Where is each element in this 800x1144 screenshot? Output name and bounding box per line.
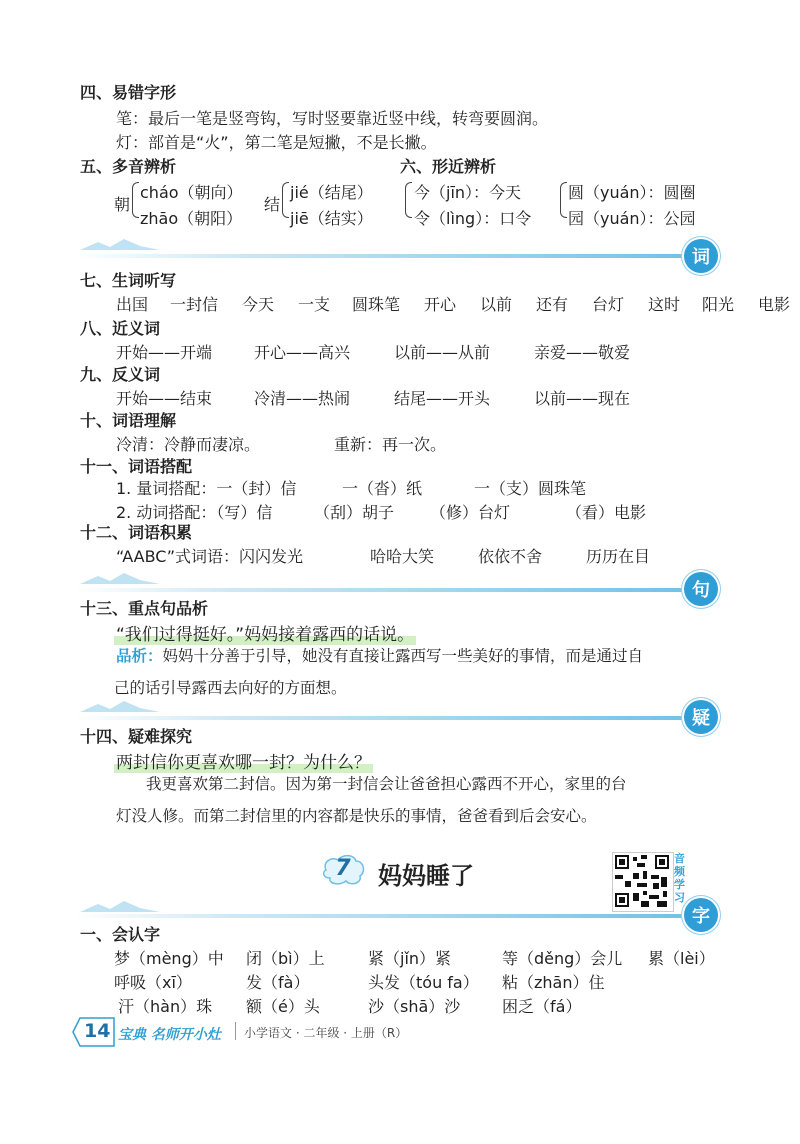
brace-icon	[560, 182, 567, 218]
section-6-title: 六、形近辨析	[400, 157, 497, 176]
char-reading: 粘（zhān）住	[502, 973, 605, 992]
lesson-number-badge	[320, 852, 366, 888]
similar-2-row-2: 园（yuán）：公园	[568, 209, 696, 228]
dictation-word: 开心	[424, 295, 457, 314]
section-4-title: 四、易错字形	[80, 83, 177, 102]
qr-code-icon[interactable]	[612, 852, 674, 912]
zi-badge-icon: 字	[684, 898, 718, 932]
polyphone-2-reading-1: jié（结尾）	[290, 183, 373, 202]
brand-logo: 宝典 名师开小灶	[118, 1027, 221, 1043]
section-divider	[75, 254, 705, 258]
analysis-label: 品析：	[116, 647, 163, 665]
brace-icon	[132, 182, 139, 218]
section-divider	[75, 716, 705, 720]
antonym-pair: 以前——现在	[534, 389, 631, 408]
idiom-item: 哈哈大笑	[370, 547, 435, 566]
dictation-word: 阳光	[702, 295, 735, 314]
answer-line-2: 灯没人修。而第二封信里的内容都是快乐的事情，爸爸看到后会安心。	[116, 807, 597, 825]
section-14-title: 十四、疑难探究	[80, 727, 193, 746]
polyphone-2-reading-2: jiē（结实）	[290, 209, 373, 228]
ci-badge-icon: 词	[684, 239, 718, 273]
char-reading: 梦（mèng）中	[114, 949, 224, 968]
book-title: 小学语文 · 二年级 · 上册（R）	[244, 1026, 408, 1040]
antonym-pair: 开始——结束	[116, 389, 213, 408]
mountain-decoration-icon	[80, 238, 160, 250]
dictation-word: 这时	[648, 295, 681, 314]
collocation-item: 1. 量词搭配：一（封）信	[116, 479, 297, 498]
footer-divider	[235, 1022, 236, 1040]
char-reading: 沙（shā）沙	[368, 997, 461, 1016]
lesson-number: 7	[335, 856, 351, 881]
lesson-title: 妈妈睡了	[378, 862, 474, 890]
char-reading: 累（lèi）	[648, 949, 715, 968]
collocation-item: 一（支）圆珠笔	[474, 479, 587, 498]
section-divider	[75, 588, 705, 592]
page-number: 14	[84, 1020, 111, 1042]
char-reading: 头发（tóu fa）	[368, 973, 479, 992]
section-13-title: 十三、重点句品析	[80, 599, 209, 618]
collocation-item: （修）台灯	[430, 503, 511, 522]
mountain-decoration-icon	[80, 700, 160, 712]
analysis-text-2: 己的话引导露西去向好的方面想。	[114, 679, 347, 697]
polyphone-1-reading-1: cháo（朝向）	[140, 183, 243, 202]
idiom-item: “AABC”式词语：闪闪发光	[116, 547, 304, 566]
section-8-title: 八、近义词	[80, 319, 161, 338]
answer-block	[116, 768, 716, 832]
collocation-item: （看）电影	[566, 503, 647, 522]
section-12-title: 十二、词语积累	[80, 523, 193, 542]
antonym-pair: 冷清——热闹	[254, 389, 351, 408]
dictation-word: 一支	[298, 295, 331, 314]
collocation-item: （刮）胡子	[314, 503, 395, 522]
synonym-pair: 开始——开端	[116, 343, 213, 362]
analysis-text-1: 妈妈十分善于引导，她没有直接让露西写一些美好的事情，而是通过自	[162, 647, 644, 665]
collocation-item: 一（沓）纸	[342, 479, 423, 498]
antonym-pair: 结尾——开头	[394, 389, 491, 408]
char-reading: 闭（bì）上	[246, 949, 325, 968]
dictation-word: 还有	[536, 295, 569, 314]
dictation-word: 出国	[116, 295, 149, 314]
polyphone-1-reading-2: zhāo（朝阳）	[140, 209, 243, 228]
polyphone-char-chao: 朝	[114, 195, 131, 214]
yi-badge-icon: 疑	[684, 700, 718, 734]
char-reading: 等（děng）会儿	[502, 949, 623, 968]
collocation-item: 2. 动词搭配：（写）信	[116, 503, 273, 522]
dictation-word: 电影	[758, 295, 791, 314]
question: 两封信你更喜欢哪一封？为什么？	[116, 753, 371, 773]
mountain-decoration-icon	[80, 572, 160, 584]
section-7-title: 七、生词听写	[80, 271, 177, 290]
section-divider	[75, 914, 705, 918]
char-reading: 汗（hàn）珠	[118, 997, 213, 1016]
analysis-block	[116, 640, 716, 704]
char-reading: 额（é）头	[246, 997, 320, 1016]
section-1-title: 一、会认字	[80, 925, 161, 944]
polyphone-char-jie: 结	[264, 195, 281, 214]
synonym-pair: 开心——高兴	[254, 343, 351, 362]
idiom-item: 依依不舍	[478, 547, 543, 566]
word-meaning: 冷清：冷静而凄凉。	[116, 435, 261, 454]
similar-1-row-1: 今（jīn）：今天	[414, 183, 522, 202]
dictation-word: 以前	[480, 295, 513, 314]
synonym-pair: 亲爱——敬爱	[534, 343, 631, 362]
word-meaning: 重新：再一次。	[334, 435, 447, 454]
section-10-title: 十、词语理解	[80, 411, 177, 430]
dictation-word: 今天	[242, 295, 275, 314]
mountain-decoration-icon	[80, 900, 160, 912]
similar-1-row-2: 令（lìng）：口令	[414, 209, 532, 228]
ju-badge-icon: 句	[684, 572, 718, 606]
key-sentence: “我们过得挺好。”妈妈接着露西的话说。	[116, 625, 415, 645]
section-5-title: 五、多音辨析	[80, 157, 177, 176]
brace-icon	[282, 182, 289, 218]
similar-2-row-1: 圆（yuán）：圆圈	[568, 183, 696, 202]
section-9-title: 九、反义词	[80, 365, 161, 384]
idiom-item: 历历在目	[586, 547, 651, 566]
s4-line-1: 笔：最后一笔是竖弯钩，写时竖要靠近竖中线，转弯要圆润。	[116, 109, 549, 128]
dictation-word: 一封信	[170, 295, 219, 314]
char-reading: 紧（jǐn）紧	[368, 949, 452, 968]
brace-icon	[405, 182, 412, 218]
section-11-title: 十一、词语搭配	[80, 457, 193, 476]
s4-line-2: 灯：部首是“火”，第二笔是短撇，不是长撇。	[116, 133, 437, 152]
dictation-word: 台灯	[592, 295, 625, 314]
answer-line-1: 我更喜欢第二封信。因为第一封信会让爸爸担心露西不开心，家里的台	[146, 775, 627, 793]
char-reading: 呼吸（xī）	[114, 973, 192, 992]
qr-label: 音频学习	[674, 852, 685, 904]
char-reading: 发（fà）	[246, 973, 310, 992]
synonym-pair: 以前——从前	[394, 343, 491, 362]
char-reading: 困乏（fá）	[502, 997, 582, 1016]
dictation-word: 圆珠笔	[352, 295, 401, 314]
